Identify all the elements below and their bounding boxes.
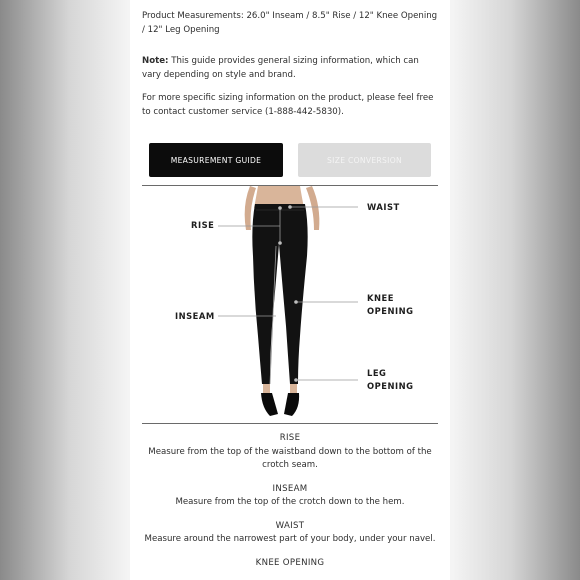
size-guide-panel	[130, 0, 450, 580]
rise-label: RISE	[191, 220, 215, 230]
definition-text: Measure from the top of the waistband down to the bottom of the crotch seam.	[148, 446, 432, 470]
knee-opening-label	[367, 292, 414, 318]
tab-measurement-guide[interactable]: MEASUREMENT GUIDE	[149, 143, 283, 177]
tab-size-conversion[interactable]: SIZE CONVERSION	[298, 143, 431, 177]
model-left-ankle	[263, 384, 270, 394]
model-right-ankle	[290, 384, 297, 394]
definition-text: Measure around the narrowest part of your body, under your navel.	[144, 534, 436, 544]
note-label: Note:	[142, 56, 169, 66]
waist-marker	[288, 205, 292, 209]
product-measurements-text: Product Measurements: 26.0" Inseam / 8.5" Rise / 12" Knee Opening / 12" Leg Opening	[142, 11, 438, 35]
knee-marker	[294, 300, 298, 304]
definition-title: INSEAM	[272, 483, 308, 494]
model-left-shoe	[261, 393, 278, 416]
definition-inseam	[142, 483, 438, 510]
rise-top-marker	[278, 206, 282, 210]
knee-label-line2: OPENING	[367, 306, 414, 316]
rise-bottom-marker	[278, 241, 282, 245]
definition-rise	[142, 432, 438, 473]
note-text: This guide provides general sizing information, which can vary depending on style and brand.	[142, 56, 419, 80]
contact-paragraph: For more specific sizing information on the product, please feel free to contact customer service (1-888-442-5830).	[142, 93, 434, 117]
model-right-arm	[306, 186, 319, 230]
leg-label-line1: LEG	[367, 368, 387, 378]
definition-title: RISE	[279, 433, 301, 443]
measurement-diagram	[130, 186, 450, 423]
leg-opening-label	[367, 367, 414, 393]
bottom-divider	[142, 423, 438, 424]
definition-waist	[142, 520, 438, 547]
knee-label-line1: KNEE	[367, 293, 394, 303]
definition-title: KNEE OPENING	[255, 557, 325, 568]
definitions-list	[142, 432, 438, 580]
inseam-label: INSEAM	[175, 311, 215, 321]
model-right-shoe	[284, 393, 299, 416]
definition-title: WAIST	[275, 520, 305, 531]
leg-marker	[294, 378, 298, 382]
definition-text: Measure from the top of the crotch down to the hem.	[175, 497, 405, 507]
note-paragraph	[142, 55, 440, 82]
leg-label-line2: OPENING	[367, 381, 414, 391]
waist-label: WAIST	[367, 202, 400, 212]
definition-knee-opening	[142, 557, 438, 571]
